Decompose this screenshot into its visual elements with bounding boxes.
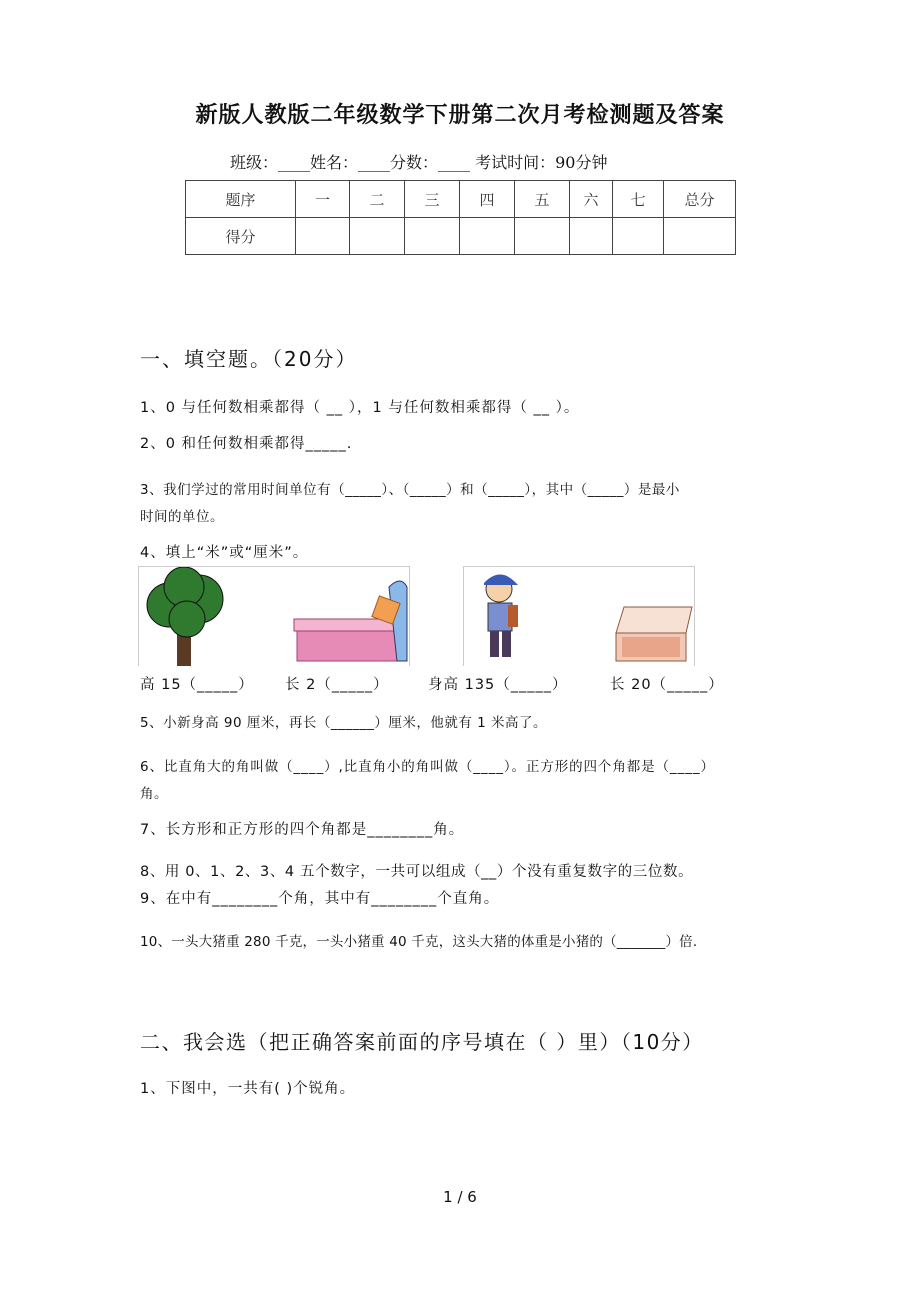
tree-icon [147, 567, 223, 666]
score-cell[interactable] [664, 218, 736, 255]
question-3: 3、我们学过的常用时间单位有（_____）、（_____）和（_____），其中（_____）是最小 [140, 482, 680, 498]
question-1: 1、0 与任何数相乘都得（ __ ），1 与任何数相乘都得（ __ ）。 [140, 400, 580, 416]
box-icon [616, 607, 692, 661]
table-cell: 五 [515, 181, 570, 218]
page-number: 1 / 6 [443, 1188, 477, 1206]
tree-and-bed-illustration [139, 567, 409, 666]
image-boy-box [463, 566, 695, 666]
score-cell[interactable] [296, 218, 350, 255]
document-title: 新版人教版二年级数学下册第二次月考检测题及答案 [195, 103, 725, 128]
question-3-cont: 时间的单位。 [140, 509, 224, 525]
table-cell: 七 [613, 181, 664, 218]
bed-icon [294, 581, 407, 661]
question-6-cont: 角。 [140, 786, 168, 802]
table-cell: 三 [405, 181, 460, 218]
score-cell[interactable] [405, 218, 460, 255]
score-cell[interactable] [613, 218, 664, 255]
table-cell: 一 [296, 181, 350, 218]
question-5: 5、小新身高 90 厘米，再长（______）厘米，他就有 1 米高了。 [140, 715, 548, 731]
table-cell: 四 [460, 181, 515, 218]
table-row [186, 218, 736, 255]
section1-heading: 一、填空题。（20分） [140, 347, 358, 371]
table-cell: 六 [570, 181, 613, 218]
section2-heading: 二、我会选（把正确答案前面的序号填在（ ）里）（10分） [140, 1030, 704, 1054]
score-table [185, 180, 736, 255]
question-4: 4、填上“米”或“厘米”。 [140, 545, 309, 561]
score-cell[interactable] [515, 218, 570, 255]
table-row [186, 181, 736, 218]
boy-icon [484, 574, 518, 657]
question-10: 10、一头大猪重 280 千克，一头小猪重 40 千克，这头大猪的体重是小猪的（_______）倍. [140, 934, 698, 950]
question-8: 8、用 0、1、2、3、4 五个数字，一共可以组成（__）个没有重复数字的三位数。 [140, 864, 694, 880]
table-cell: 题序 [186, 181, 296, 218]
section2-question-1: 1、下图中，一共有( )个锐角。 [140, 1081, 356, 1097]
score-cell[interactable] [570, 218, 613, 255]
score-cell[interactable] [460, 218, 515, 255]
table-cell: 总分 [664, 181, 736, 218]
table-cell: 得分 [186, 218, 296, 255]
exam-info-line: 班级：____姓名：____分数：____ 考试时间：90分钟 [230, 153, 608, 172]
boy-and-box-illustration [464, 567, 694, 666]
question-7: 7、长方形和正方形的四个角都是________角。 [140, 822, 465, 838]
q4-label-tree: 高 15（_____） [140, 677, 254, 693]
q4-label-boy: 身高 135（_____） [428, 677, 568, 693]
table-cell: 二 [350, 181, 405, 218]
question-6: 6、比直角大的角叫做（____）,比直角小的角叫做（____）。正方形的四个角都是（____） [140, 759, 715, 775]
q4-label-box: 长 20（_____） [610, 677, 724, 693]
score-cell[interactable] [350, 218, 405, 255]
q4-label-bed: 长 2（_____） [285, 677, 389, 693]
question-9: 9、在中有________个角，其中有________个直角。 [140, 891, 500, 907]
question-2: 2、0 和任何数相乘都得_____. [140, 436, 353, 452]
image-tree-bed [138, 566, 410, 666]
